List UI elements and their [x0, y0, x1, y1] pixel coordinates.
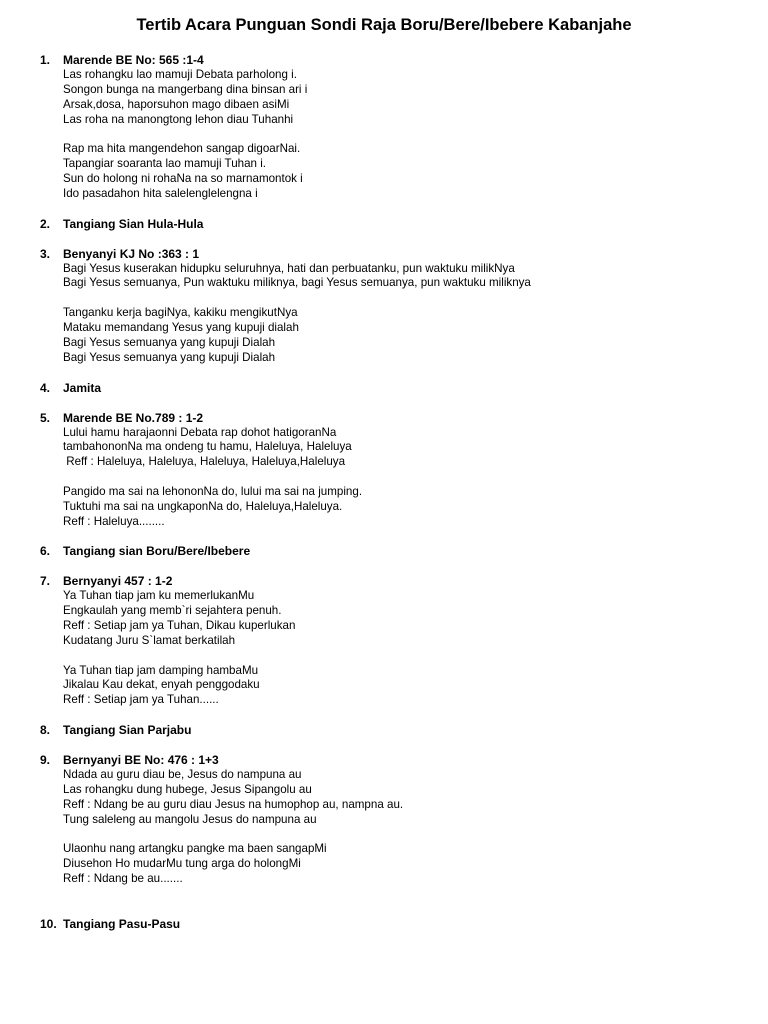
- agenda-item-heading: [40, 544, 740, 559]
- agenda-item-title: Tangiang sian Boru/Bere/Ibebere: [63, 544, 251, 559]
- hymn-line: Songon bunga na mangerbang dina binsan ari i: [63, 82, 308, 96]
- hymn-stanza: [63, 426, 740, 471]
- agenda-item-number: 7.: [40, 574, 51, 589]
- hymn-line: Reff : Ndang be au.......: [63, 872, 183, 886]
- hymn-line: Ya Tuhan tiap jam damping hambaMu: [63, 663, 259, 677]
- agenda-item-number: 10.: [40, 916, 57, 931]
- agenda-item-heading: [40, 753, 740, 768]
- agenda-item-title: Tangiang Sian Hula-Hula: [63, 216, 204, 231]
- agenda-item: [40, 217, 740, 232]
- agenda-item-heading: [40, 217, 740, 232]
- hymn-line: Lului hamu harajaonni Debata rap dohot hatigoranNa: [63, 425, 337, 439]
- hymn-line: Reff : Ndang be au guru diau Jesus na humophop au, nampna au.: [63, 797, 404, 811]
- agenda-item-number: 4.: [40, 380, 51, 395]
- hymn-line: Arsak,dosa, haporsuhon mago dibaen asiMi: [63, 97, 290, 111]
- agenda-item-title: Jamita: [63, 380, 102, 395]
- agenda-item-number: 8.: [40, 723, 51, 738]
- hymn-line: Bagi Yesus semuanya, Pun waktuku miliknya, bagi Yesus semuanya, pun waktuku miliknya: [63, 276, 531, 290]
- agenda-item: [40, 574, 740, 708]
- agenda-item-title: Benyanyi KJ No :363 : 1: [63, 246, 200, 261]
- hymn-stanza: [63, 485, 740, 530]
- hymn-line: Sun do holong ni rohaNa na so marnamontok i: [63, 171, 303, 185]
- agenda-item: [40, 723, 740, 738]
- hymn-stanza: [63, 142, 740, 201]
- agenda-item-title: Tangiang Sian Parjabu: [63, 723, 192, 738]
- hymn-line: Reff : Setiap jam ya Tuhan, Dikau kuperlukan: [63, 619, 296, 633]
- agenda-item-title: Tangiang Pasu-Pasu: [63, 916, 181, 931]
- hymn-stanza: [63, 842, 740, 887]
- agenda-item: [40, 411, 740, 530]
- hymn-line: Bagi Yesus kuserakan hidupku seluruhnya, hati dan perbuatanku, pun waktuku milikNya: [63, 261, 515, 275]
- hymn-line: Tuktuhi ma sai na ungkaponNa do, Haleluya,Haleluya.: [63, 499, 343, 513]
- hymn-stanza: [63, 664, 740, 709]
- agenda-item-heading: [40, 574, 740, 589]
- hymn-line: Mataku memandang Yesus yang kupuji dialah: [63, 320, 299, 334]
- hymn-line: Las roha na manongtong lehon diau Tuhanhi: [63, 112, 294, 126]
- agenda-item-number: 5.: [40, 410, 51, 425]
- hymn-line: Ulaonhu nang artangku pangke ma baen sangapMi: [63, 842, 327, 856]
- hymn-line: Rap ma hita mangendehon sangap digoarNai.: [63, 142, 301, 156]
- hymn-line: Tapangiar soaranta lao mamuji Tuhan i.: [63, 157, 267, 171]
- agenda-item-heading: [40, 381, 740, 396]
- hymn-line: Tung saleleng au mangolu Jesus do nampuna au: [63, 812, 317, 826]
- hymn-stanza: [63, 306, 740, 365]
- hymn-line: Kudatang Juru S`lamat berkatilah: [63, 633, 236, 647]
- hymn-line: Tanganku kerja bagiNya, kakiku mengikutNya: [63, 306, 298, 320]
- hymn-line: Ido pasadahon hita salelenglelengna i: [63, 186, 258, 200]
- hymn-stanza: [63, 768, 740, 827]
- hymn-line: Ya Tuhan tiap jam ku memerlukanMu: [63, 589, 255, 603]
- agenda-item-number: 2.: [40, 216, 51, 231]
- agenda-item: [40, 247, 740, 366]
- hymn-stanza: [63, 68, 740, 127]
- agenda-item-title: Bernyanyi BE No: 476 : 1+3: [63, 753, 219, 768]
- agenda-item: [40, 53, 740, 202]
- hymn-line: Pangido ma sai na lehononNa do, lului ma sai na jumping.: [63, 484, 363, 498]
- agenda-item-number: 6.: [40, 544, 51, 559]
- hymn-stanza: [63, 262, 740, 292]
- hymn-stanza: [63, 589, 740, 648]
- agenda-item-heading: [40, 411, 740, 426]
- hymn-line: tambahononNa ma ondeng tu hamu, Haleluya, Haleluya: [63, 440, 352, 454]
- hymn-line: Reff : Setiap jam ya Tuhan......: [63, 693, 219, 707]
- agenda-item-number: 9.: [40, 753, 51, 768]
- agenda-item-heading: [40, 247, 740, 262]
- hymn-line: Bagi Yesus semuanya yang kupuji Dialah: [63, 335, 276, 349]
- hymn-line: Las rohangku lao mamuji Debata parholong i.: [63, 68, 297, 81]
- hymn-line: Ndada au guru diau be, Jesus do nampuna au: [63, 768, 302, 782]
- agenda-list: [40, 53, 740, 947]
- hymn-line: Diusehon Ho mudarMu tung arga do holongMi: [63, 857, 301, 871]
- hymn-line: Engkaulah yang memb`ri sejahtera penuh.: [63, 604, 282, 618]
- agenda-item-title: Bernyanyi 457 : 1-2: [63, 574, 173, 589]
- hymn-line: Las rohangku dung hubege, Jesus Sipangolu au: [63, 783, 312, 796]
- agenda-item-number: 3.: [40, 246, 51, 261]
- agenda-item: [40, 544, 740, 559]
- agenda-item: [40, 381, 740, 396]
- hymn-line: Reff : Haleluya........: [63, 514, 165, 528]
- agenda-item: [40, 917, 740, 932]
- agenda-item-number: 1.: [40, 53, 51, 67]
- agenda-item-title: Marende BE No.789 : 1-2: [63, 410, 204, 425]
- agenda-item-heading: [40, 53, 740, 68]
- agenda-item: [40, 753, 740, 887]
- agenda-item-heading: [40, 723, 740, 738]
- hymn-line: Bagi Yesus semuanya yang kupuji Dialah: [63, 350, 276, 364]
- document-title: Tertib Acara Punguan Sondi Raja Boru/Bere/Ibebere Kabanjahe: [136, 16, 632, 34]
- agenda-item-heading: [40, 917, 740, 932]
- hymn-line: Reff : Haleluya, Haleluya, Haleluya, Haleluya,Haleluya: [63, 455, 346, 469]
- agenda-item-title: Marende BE No: 565 :1-4: [63, 53, 204, 67]
- hymn-line: Jikalau Kau dekat, enyah penggodaku: [63, 678, 260, 692]
